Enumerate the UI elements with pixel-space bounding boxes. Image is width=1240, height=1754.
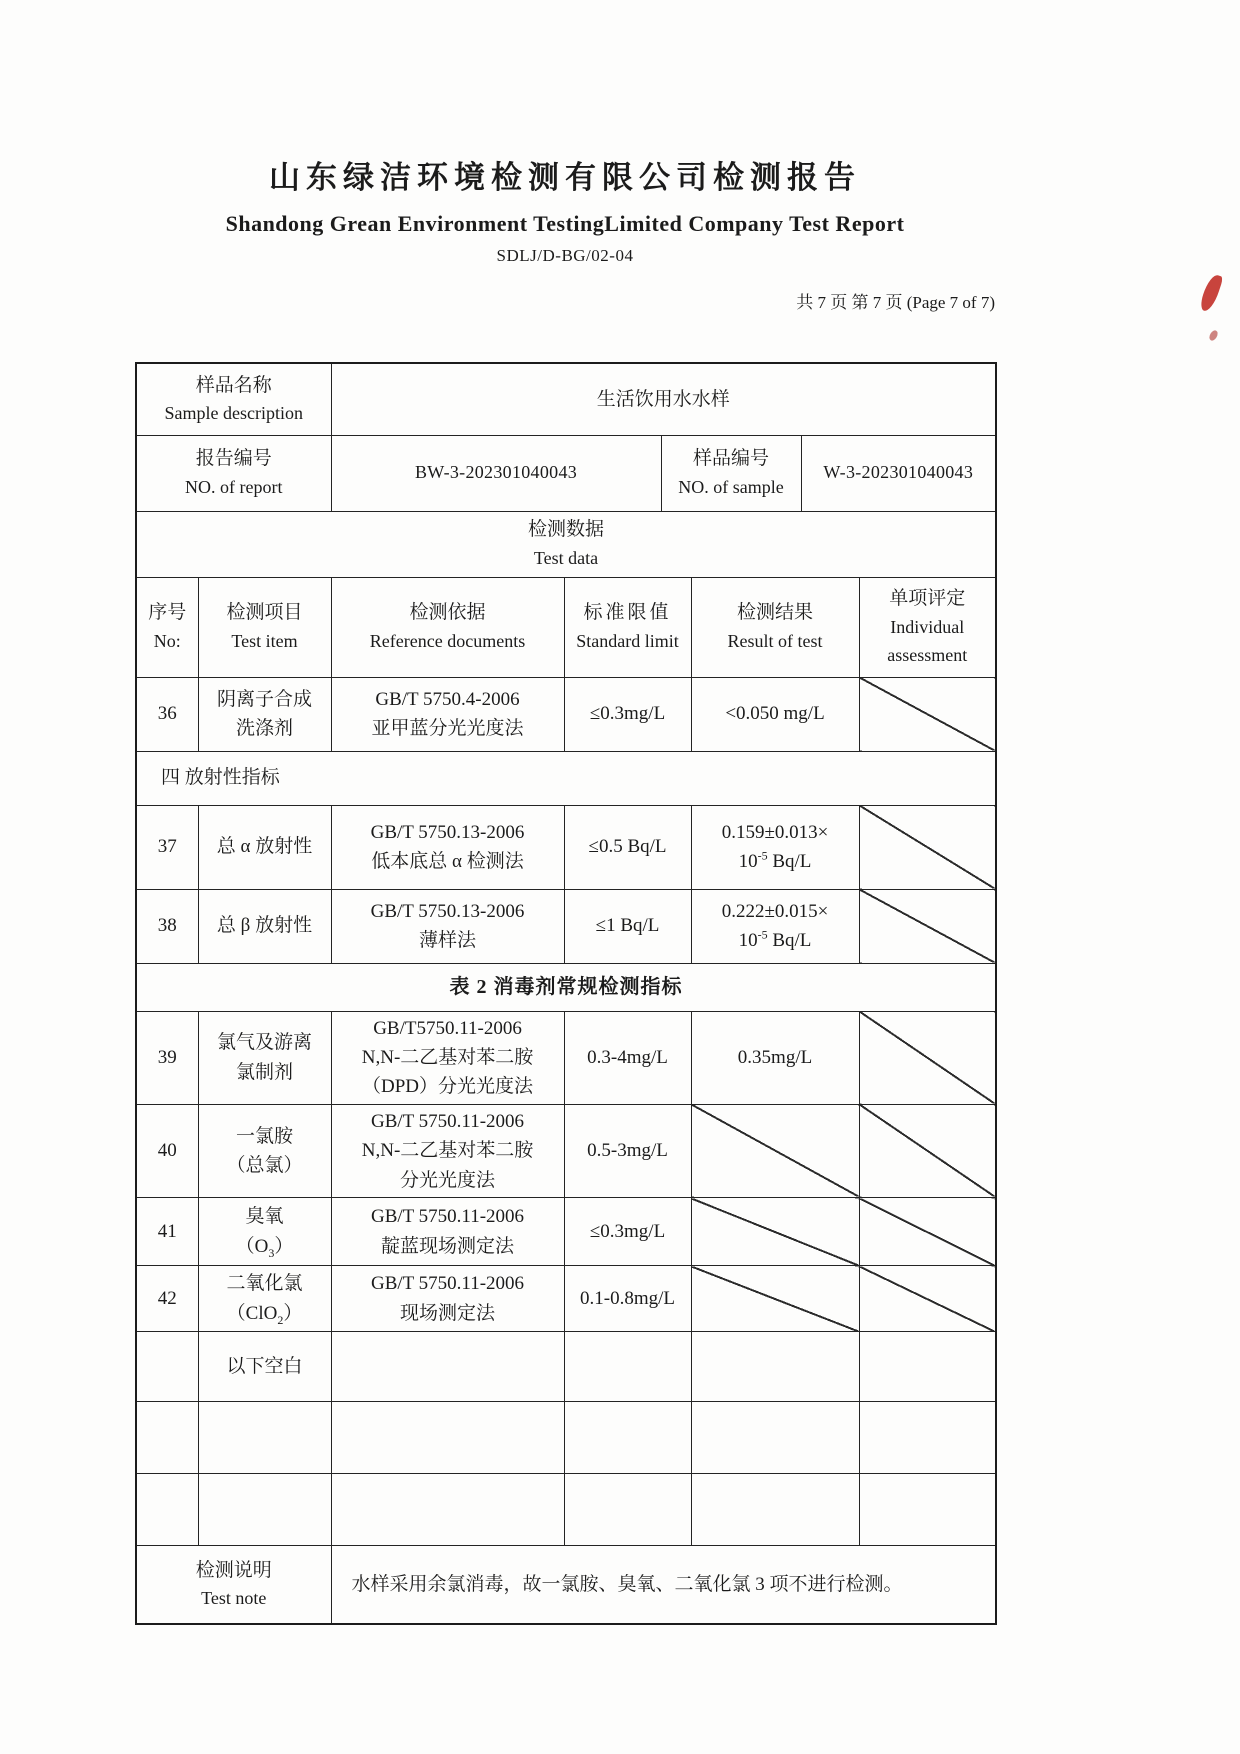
- row36-item-line2: 洗涤剂: [236, 718, 294, 739]
- row42-ref-line2: 现场测定法: [400, 1302, 496, 1324]
- report-no-label-zh: 报告编号: [195, 448, 272, 470]
- test-note-label-zh: 检测说明: [195, 1559, 272, 1581]
- row38-result: [691, 889, 859, 963]
- row40-result-slash: [691, 1104, 859, 1197]
- row37-limit: ≤0.5 Bq/L: [564, 805, 691, 889]
- row37-ref-line2: 低本底总 α 检测法: [371, 851, 524, 872]
- sample-description-value: 生活饮用水水样: [331, 363, 996, 435]
- row37-ref-line1: GB/T 5750.13-2006: [370, 821, 525, 843]
- col-item-zh: 检测项目: [226, 602, 303, 624]
- test-report-table: [135, 362, 997, 1625]
- row40-reference: [331, 1104, 564, 1197]
- document-code: SDLJ/D-BG/02-04: [496, 246, 634, 265]
- empty1-ref: [331, 1402, 564, 1474]
- table-row-41: [136, 1198, 996, 1266]
- row41-item-formula-pre: （O: [235, 1235, 269, 1257]
- row38-result-exponent: -5: [757, 927, 768, 942]
- row36-ref-line1: GB/T 5750.4-2006: [375, 688, 520, 710]
- empty1-assessment: [859, 1402, 996, 1474]
- empty1-no: [136, 1402, 198, 1474]
- red-ink-mark: [1198, 273, 1223, 313]
- row39-result: 0.35mg/L: [691, 1011, 859, 1104]
- page-number: 共 7 页 第 7 页 (Page 7 of 7): [796, 293, 995, 312]
- empty2-no: [136, 1474, 198, 1546]
- row42-item: [198, 1266, 331, 1332]
- test-note-label: [136, 1546, 331, 1624]
- row41-limit: ≤0.3mg/L: [564, 1198, 691, 1266]
- section-radioactivity: 四 放射性指标: [136, 751, 996, 805]
- row39-no: 39: [136, 1011, 198, 1104]
- row37-result-base: 10: [738, 851, 758, 872]
- sample-no-label: [661, 435, 801, 511]
- row39-item-line1: 氯气及游离: [217, 1032, 313, 1054]
- empty1-limit: [564, 1402, 691, 1474]
- table-row-42: [136, 1266, 996, 1332]
- row38-result-base: 10: [738, 930, 758, 951]
- row36-result: <0.050 mg/L: [691, 677, 859, 751]
- row42-result-slash: [691, 1266, 859, 1332]
- row36-no: 36: [136, 677, 198, 751]
- row38-limit: ≤1 Bq/L: [564, 889, 691, 963]
- row41-item-formula-post: ）: [274, 1235, 294, 1257]
- row41-no: 41: [136, 1198, 198, 1266]
- sample-description-label: [136, 363, 331, 435]
- row42-ref-line1: GB/T 5750.11-2006: [370, 1273, 525, 1295]
- row37-no: 37: [136, 805, 198, 889]
- document-header: [135, 152, 995, 266]
- row39-limit: 0.3-4mg/L: [564, 1011, 691, 1104]
- row36-reference: [331, 677, 564, 751]
- row42-item-line2: [203, 1299, 327, 1328]
- row39-assessment-slash: [859, 1011, 996, 1104]
- row42-item-formula-sub: 2: [277, 1312, 284, 1327]
- row39-item: [198, 1011, 331, 1104]
- row36-limit: ≤0.3mg/L: [564, 677, 691, 751]
- row38-assessment-slash: [859, 889, 996, 963]
- row37-result-line2: [696, 847, 855, 876]
- report-title-zh: 山东绿洁环境检测有限公司检测报告: [269, 160, 861, 195]
- col-ref-zh: 检测依据: [409, 602, 486, 624]
- column-header-row: [136, 577, 996, 677]
- row40-ref-line2: N,N-二乙基对苯二胺: [361, 1140, 534, 1162]
- col-ref-en: Reference documents: [369, 630, 526, 651]
- row41-result-slash: [691, 1198, 859, 1266]
- col-limit-en: Standard limit: [576, 630, 679, 651]
- row37-assessment-slash: [859, 805, 996, 889]
- row41-ref-line2: 靛蓝现场测定法: [381, 1235, 515, 1257]
- empty-row-2: [136, 1474, 996, 1546]
- row39-ref-line3: （DPD）分光光度法: [362, 1076, 534, 1098]
- col-assess-en: Individual assessment: [887, 616, 968, 665]
- sample-no-label-zh: 样品编号: [693, 448, 770, 470]
- row41-item-formula-sub: 3: [268, 1245, 275, 1260]
- row38-result-line2: [696, 926, 855, 955]
- row38-result-unit: Bq/L: [767, 930, 812, 951]
- col-header-result: [691, 577, 859, 677]
- section-table2: 表 2 消毒剂常规检测指标: [136, 963, 996, 1011]
- row37-result-unit: Bq/L: [767, 851, 812, 872]
- blank-marker-result: [691, 1332, 859, 1402]
- row38-item: 总 β 放射性: [198, 889, 331, 963]
- sample-description-row: [136, 363, 996, 435]
- row41-assessment-slash: [859, 1198, 996, 1266]
- blank-marker-row: [136, 1332, 996, 1402]
- row42-reference: [331, 1266, 564, 1332]
- col-limit-zh: 标准限值: [583, 602, 672, 624]
- row37-result: [691, 805, 859, 889]
- row40-ref-line3: 分光光度法: [400, 1169, 496, 1191]
- report-title-en: Shandong Grean Environment TestingLimited Company Test Report: [225, 211, 905, 236]
- row42-item-line1: 二氧化氯: [226, 1273, 303, 1295]
- row37-result-exponent: -5: [757, 848, 768, 863]
- row39-ref-line1: GB/T5750.11-2006: [373, 1017, 522, 1039]
- row40-limit: 0.5-3mg/L: [564, 1104, 691, 1197]
- row40-item-line1: 一氯胺: [236, 1125, 294, 1147]
- row41-item-line2: [203, 1232, 327, 1261]
- row39-reference: [331, 1011, 564, 1104]
- test-data-banner-row: [136, 511, 996, 577]
- empty1-result: [691, 1402, 859, 1474]
- sample-no-label-en: NO. of sample: [678, 476, 784, 497]
- col-assess-zh: 单项评定: [889, 588, 966, 610]
- empty2-item: [198, 1474, 331, 1546]
- table-row-38: [136, 889, 996, 963]
- report-no-label-en: NO. of report: [185, 476, 283, 497]
- row40-item: [198, 1104, 331, 1197]
- col-header-limit: [564, 577, 691, 677]
- table-row-37: [136, 805, 996, 889]
- col-result-en: Result of test: [727, 630, 823, 651]
- empty-row-1: [136, 1402, 996, 1474]
- col-header-item: [198, 577, 331, 677]
- blank-marker-limit: [564, 1332, 691, 1402]
- row42-no: 42: [136, 1266, 198, 1332]
- test-data-zh: 检测数据: [528, 519, 605, 541]
- empty2-limit: [564, 1474, 691, 1546]
- row36-ref-line2: 亚甲蓝分光光度法: [371, 718, 524, 739]
- row42-item-formula-pre: （ClO: [226, 1302, 278, 1324]
- sample-description-label-zh: 样品名称: [195, 374, 272, 396]
- col-item-en: Test item: [231, 630, 298, 651]
- row37-result-line1: 0.159±0.013×: [721, 821, 829, 843]
- col-header-assessment: [859, 577, 996, 677]
- test-note-label-en: Test note: [201, 1588, 267, 1609]
- col-result-zh: 检测结果: [737, 602, 814, 624]
- col-header-reference: [331, 577, 564, 677]
- row36-item-line1: 阴离子合成: [217, 688, 313, 710]
- col-no-en: No:: [153, 630, 181, 651]
- empty2-assessment: [859, 1474, 996, 1546]
- test-data-en: Test data: [533, 547, 599, 568]
- empty1-item: [198, 1402, 331, 1474]
- row36-item: [198, 677, 331, 751]
- row38-ref-line2: 薄样法: [419, 930, 477, 951]
- row41-item-line1: 臭氧: [245, 1206, 284, 1228]
- col-header-no: [136, 577, 198, 677]
- empty2-result: [691, 1474, 859, 1546]
- report-no-label: [136, 435, 331, 511]
- row42-limit: 0.1-0.8mg/L: [564, 1266, 691, 1332]
- row40-assessment-slash: [859, 1104, 996, 1197]
- sample-description-label-en: Sample description: [164, 403, 303, 424]
- row40-no: 40: [136, 1104, 198, 1197]
- sample-no-value: W-3-202301040043: [801, 435, 996, 511]
- test-data-banner: [136, 511, 996, 577]
- section-radioactivity-row: [136, 751, 996, 805]
- table-row-36: [136, 677, 996, 751]
- report-no-value: BW-3-202301040043: [331, 435, 661, 511]
- blank-marker-item: 以下空白: [198, 1332, 331, 1402]
- row40-item-line2: （总氯）: [226, 1154, 303, 1176]
- row36-assessment-slash: [859, 677, 996, 751]
- blank-marker-assessment: [859, 1332, 996, 1402]
- row37-item: 总 α 放射性: [198, 805, 331, 889]
- table-row-40: [136, 1104, 996, 1197]
- row38-result-line1: 0.222±0.015×: [721, 900, 829, 922]
- row40-ref-line1: GB/T 5750.11-2006: [370, 1110, 525, 1132]
- test-note-text: 水样采用余氯消毒，故一氯胺、臭氧、二氧化氯 3 项不进行检测。: [331, 1546, 996, 1624]
- row39-ref-line2: N,N-二乙基对苯二胺: [361, 1046, 534, 1068]
- col-no-zh: 序号: [148, 602, 187, 624]
- row41-reference: [331, 1198, 564, 1266]
- row38-ref-line1: GB/T 5750.13-2006: [370, 900, 525, 922]
- blank-marker-no: [136, 1332, 198, 1402]
- row38-reference: [331, 889, 564, 963]
- blank-marker-ref: [331, 1332, 564, 1402]
- test-note-row: [136, 1546, 996, 1624]
- empty2-ref: [331, 1474, 564, 1546]
- table-row-39: [136, 1011, 996, 1104]
- row42-item-formula-post: ）: [283, 1302, 303, 1324]
- row41-item: [198, 1198, 331, 1266]
- row41-ref-line1: GB/T 5750.11-2006: [370, 1206, 525, 1228]
- section-table2-row: [136, 963, 996, 1011]
- row37-reference: [331, 805, 564, 889]
- row42-assessment-slash: [859, 1266, 996, 1332]
- row38-no: 38: [136, 889, 198, 963]
- report-number-row: [136, 435, 996, 511]
- row39-item-line2: 氯制剂: [236, 1061, 294, 1083]
- red-ink-dot: [1208, 329, 1220, 342]
